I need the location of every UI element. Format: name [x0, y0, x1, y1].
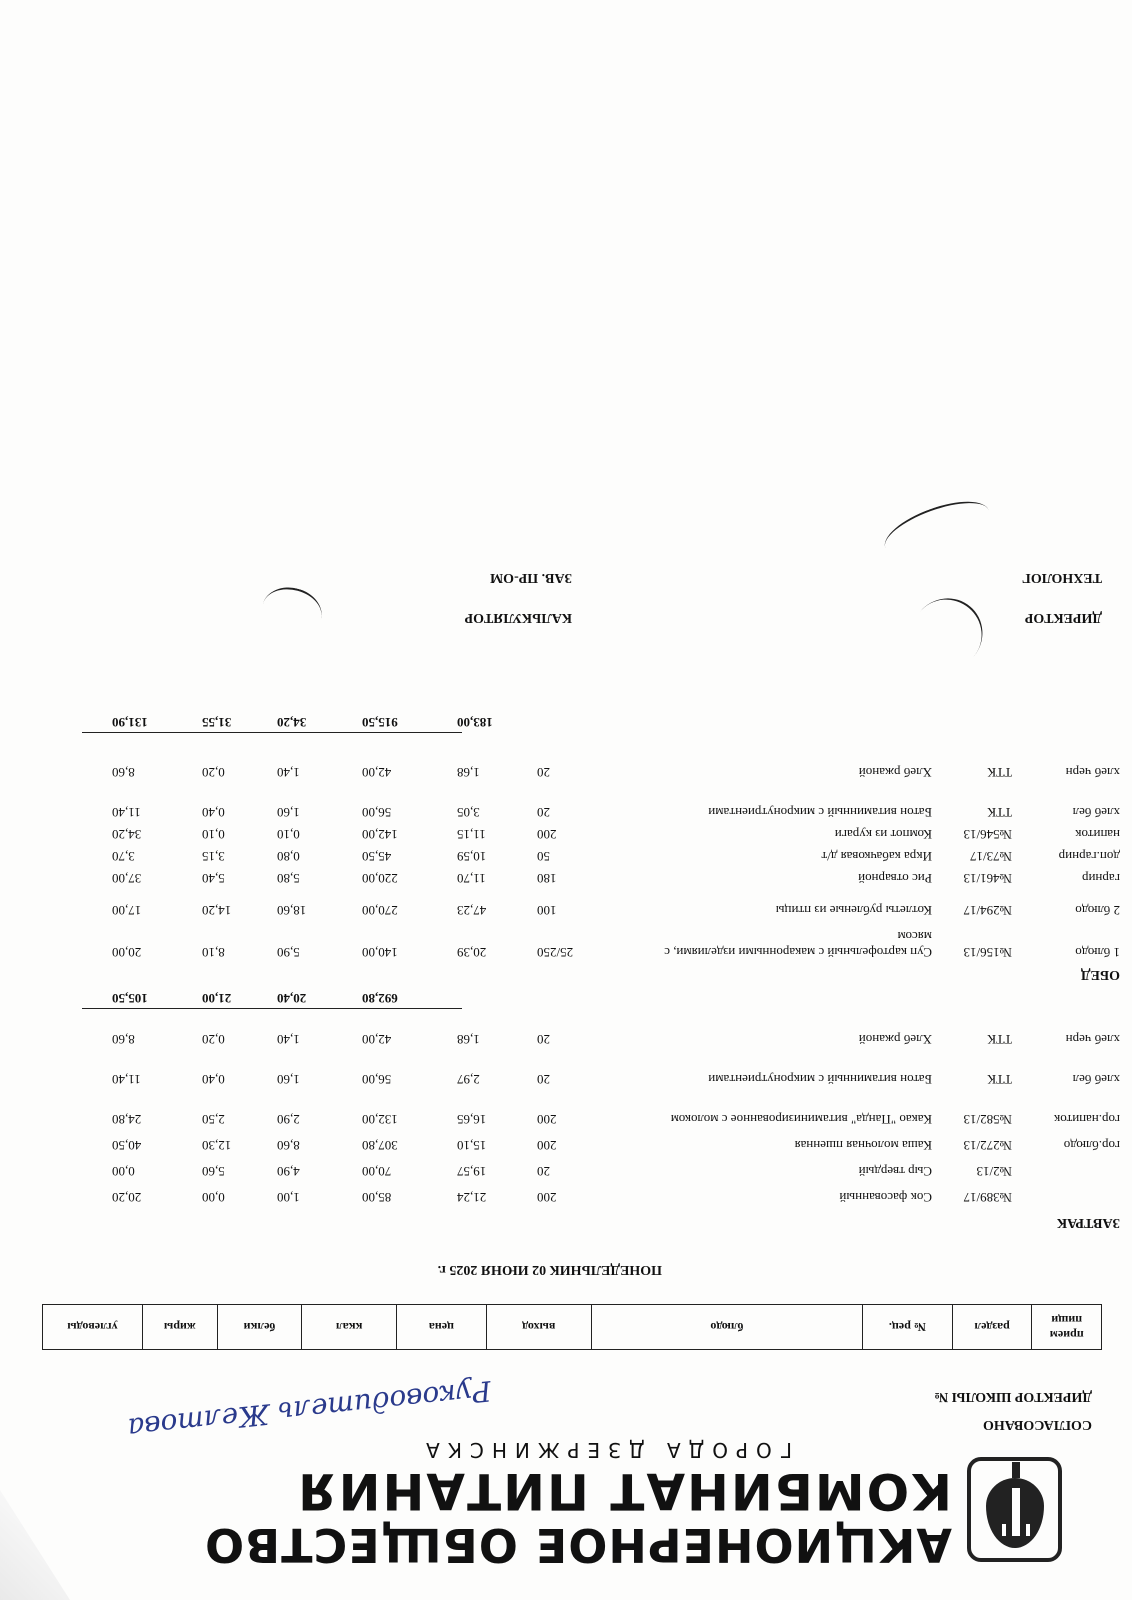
col-recipe: № рец.: [863, 1305, 953, 1350]
cell-fat: 2,50: [202, 1112, 225, 1127]
cell-price: 20,39: [457, 945, 487, 960]
cell-fat: 3,15: [202, 849, 225, 864]
production-head-label: ЗАВ. ПР-ОМ: [489, 570, 572, 585]
cell-dish: Котлеты рубленые из птицы: [775, 903, 932, 918]
director-label: ДИРЕКТОР: [1024, 610, 1102, 625]
cell-out: 200: [537, 1190, 557, 1205]
total-price: 183,00: [457, 715, 493, 730]
cell-out: 50: [537, 849, 550, 864]
spade-fork-logo-icon: [967, 1457, 1062, 1562]
cell-code: №582/13: [963, 1112, 1012, 1127]
cell-fat: 5,40: [202, 871, 225, 886]
cell-kcal: 220,00: [362, 871, 398, 886]
col-price: цена: [397, 1305, 487, 1350]
cell-dish: Какао "Панда" витаминизированное с молоком: [670, 1112, 932, 1127]
cell-section: гор.блюдо: [1063, 1138, 1120, 1153]
total-carb: 105,50: [112, 991, 148, 1006]
cell-price: 47,23: [457, 903, 487, 918]
cell-code: ТТК: [987, 1072, 1012, 1087]
cell-prot: 1,60: [277, 805, 300, 820]
column-header-table: [42, 1304, 1102, 1350]
cell-section: 1 блюдо: [1075, 945, 1120, 960]
cell-price: 21,24: [457, 1190, 487, 1205]
cell-carb: 3,70: [112, 849, 135, 864]
cell-code: №389/17: [963, 1190, 1012, 1205]
cell-kcal: 70,00: [362, 1164, 392, 1179]
cell-section: 2 блюдо: [1075, 903, 1120, 918]
cell-out: 180: [537, 871, 557, 886]
approval-handwritten-signature: Руководитель Желтова: [126, 1374, 493, 1445]
col-meal: прием пищи: [1032, 1305, 1102, 1350]
cell-dish: Каша молочная пшенная: [794, 1138, 932, 1153]
cell-carb: 20,20: [112, 1190, 142, 1205]
cell-section: доп.гарнир: [1058, 849, 1120, 864]
cell-out: 200: [537, 1138, 557, 1153]
approval-title: ДИРЕКТОР ШКОЛЫ №: [934, 1389, 1092, 1404]
col-protein: белки: [217, 1305, 302, 1350]
cell-out: 20: [537, 1164, 550, 1179]
cell-prot: 0,80: [277, 849, 300, 864]
total-fat: 21,00: [202, 991, 232, 1006]
total-kcal: 692,80: [362, 991, 398, 1006]
cell-price: 1,68: [457, 1032, 480, 1047]
cell-dish: Хлеб ржаной: [858, 1032, 932, 1047]
totals-rule: [82, 732, 462, 733]
cell-price: 1,68: [457, 765, 480, 780]
cell-fat: 0,00: [202, 1190, 225, 1205]
col-fat: жиры: [142, 1305, 217, 1350]
cell-prot: 1,40: [277, 1032, 300, 1047]
column-header-row: [43, 1305, 1102, 1350]
col-output: выход: [486, 1305, 591, 1350]
cell-carb: 0,00: [112, 1164, 135, 1179]
cell-carb: 17,00: [112, 903, 142, 918]
cell-price: 11,70: [457, 871, 486, 886]
cell-prot: 0,10: [277, 827, 300, 842]
cell-out: 20: [537, 1032, 550, 1047]
cell-prot: 4,90: [277, 1164, 300, 1179]
cell-carb: 8,60: [112, 1032, 135, 1047]
cell-prot: 5,90: [277, 945, 300, 960]
total-fat: 31,55: [202, 715, 232, 730]
cell-section: хлеб черн: [1065, 765, 1120, 780]
cell-section: хлеб бел: [1072, 1072, 1120, 1087]
breakfast-title: ЗАВТРАК: [1056, 1215, 1120, 1230]
technologist-signature-scribble: [878, 490, 996, 567]
cell-kcal: 142,00: [362, 827, 398, 842]
cell-kcal: 85,00: [362, 1190, 392, 1205]
cell-price: 11,15: [457, 827, 486, 842]
cell-dish: Сыр твердый: [858, 1164, 932, 1179]
cell-fat: 0,40: [202, 805, 225, 820]
cell-kcal: 56,00: [362, 1072, 392, 1087]
cell-out: 20: [537, 1072, 550, 1087]
cell-prot: 2,90: [277, 1112, 300, 1127]
col-kcal: ккал: [302, 1305, 397, 1350]
day-title: ПОНЕДЕЛЬНИК 02 ИЮНЯ 2025 г.: [437, 1262, 662, 1277]
cell-dish: Компот из кураги: [834, 827, 932, 842]
lunch-title: ОБЕД: [1080, 967, 1120, 982]
org-name-line1: АКЦИОНЕРНОЕ ОБЩЕСТВО: [203, 1518, 952, 1572]
cell-fat: 14,20: [202, 903, 232, 918]
cell-out: 200: [537, 1112, 557, 1127]
col-section: раздел: [952, 1305, 1032, 1350]
cell-code: №546/13: [963, 827, 1012, 842]
cell-carb: 24,80: [112, 1112, 142, 1127]
cell-prot: 1,40: [277, 765, 300, 780]
cell-code: №272/13: [963, 1138, 1012, 1153]
cell-prot: 5,80: [277, 871, 300, 886]
cell-price: 3,05: [457, 805, 480, 820]
cell-fat: 5,60: [202, 1164, 225, 1179]
cell-code: ТТК: [987, 765, 1012, 780]
cell-carb: 20,00: [112, 945, 142, 960]
cell-kcal: 132,00: [362, 1112, 398, 1127]
cell-carb: 11,40: [112, 1072, 141, 1087]
cell-dish: Батон витаминный с микронутриентами: [708, 805, 932, 820]
cell-dish: Суп картофельный с макаронными изделиями, с мясом: [664, 929, 932, 960]
cell-code: №73/17: [969, 849, 1012, 864]
total-prot: 34,20: [277, 715, 307, 730]
cell-dish: Рис отварной: [858, 871, 932, 886]
cell-price: 2,97: [457, 1072, 480, 1087]
cell-kcal: 140,00: [362, 945, 398, 960]
cell-dish: Хлеб ржаной: [858, 765, 932, 780]
org-name-line2: КОМБИНАТ ПИТАНИЯ: [296, 1462, 952, 1520]
total-prot: 20,40: [277, 991, 307, 1006]
cell-carb: 34,20: [112, 827, 142, 842]
cell-kcal: 307,80: [362, 1138, 398, 1153]
cell-section: гор.напиток: [1053, 1112, 1120, 1127]
cell-out: 200: [537, 827, 557, 842]
cell-prot: 8,60: [277, 1138, 300, 1153]
cell-fat: 0,20: [202, 1032, 225, 1047]
technologist-label: ТЕХНОЛОГ: [1021, 570, 1102, 585]
cell-code: №461/13: [963, 871, 1012, 886]
cell-carb: 11,40: [112, 805, 141, 820]
cell-kcal: 42,00: [362, 1032, 392, 1047]
calculator-signature-scribble: [257, 581, 327, 642]
cell-out: 20: [537, 805, 550, 820]
cell-kcal: 56,00: [362, 805, 392, 820]
cell-price: 19,57: [457, 1164, 487, 1179]
letterhead: [42, 1440, 1082, 1580]
cell-out: 100: [537, 903, 557, 918]
col-carbs: углеводы: [43, 1305, 143, 1350]
director-signature-scribble: [897, 584, 997, 684]
col-dish: блюдо: [591, 1305, 862, 1350]
cell-prot: 18,60: [277, 903, 307, 918]
total-carb: 131,90: [112, 715, 148, 730]
cell-fat: 8,10: [202, 945, 225, 960]
cell-code: №2/13: [976, 1164, 1012, 1179]
org-city: ГОРОДА ДЗЕРЖИНСКА: [418, 1438, 792, 1462]
cell-fat: 0,10: [202, 827, 225, 842]
cell-fat: 0,40: [202, 1072, 225, 1087]
cell-price: 15,10: [457, 1138, 487, 1153]
cell-kcal: 45,50: [362, 849, 392, 864]
approval-label: СОГЛАСОВАНО: [983, 1417, 1092, 1432]
cell-section: гарнир: [1081, 871, 1120, 886]
cell-dish: Икра кабачковая д/т: [821, 849, 932, 864]
cell-fat: 12,30: [202, 1138, 232, 1153]
cell-code: №156/13: [963, 945, 1012, 960]
cell-code: №294/17: [963, 903, 1012, 918]
cell-code: ТТК: [987, 1032, 1012, 1047]
cell-dish: Батон витаминный с микронутриентами: [708, 1072, 932, 1087]
cell-kcal: 42,00: [362, 765, 392, 780]
cell-dish: Сок фасованный: [839, 1190, 932, 1205]
cell-carb: 8,60: [112, 765, 135, 780]
calculator-label: КАЛЬКУЛЯТОР: [464, 610, 572, 625]
cell-fat: 0,20: [202, 765, 225, 780]
cell-section: напиток: [1075, 827, 1120, 842]
cell-prot: 1,60: [277, 1072, 300, 1087]
cell-prot: 1,00: [277, 1190, 300, 1205]
cell-carb: 40,50: [112, 1138, 142, 1153]
cell-carb: 37,00: [112, 871, 142, 886]
total-kcal: 915,50: [362, 715, 398, 730]
cell-kcal: 270,00: [362, 903, 398, 918]
totals-rule: [82, 1008, 462, 1009]
cell-section: хлеб черн: [1065, 1032, 1120, 1047]
cell-price: 10,59: [457, 849, 487, 864]
cell-out: 25/250: [537, 945, 574, 960]
approval-block: [32, 1352, 1092, 1445]
cell-section: хлеб бел: [1072, 805, 1120, 820]
cell-price: 16,65: [457, 1112, 487, 1127]
cell-out: 20: [537, 765, 550, 780]
cell-code: ТТК: [987, 805, 1012, 820]
